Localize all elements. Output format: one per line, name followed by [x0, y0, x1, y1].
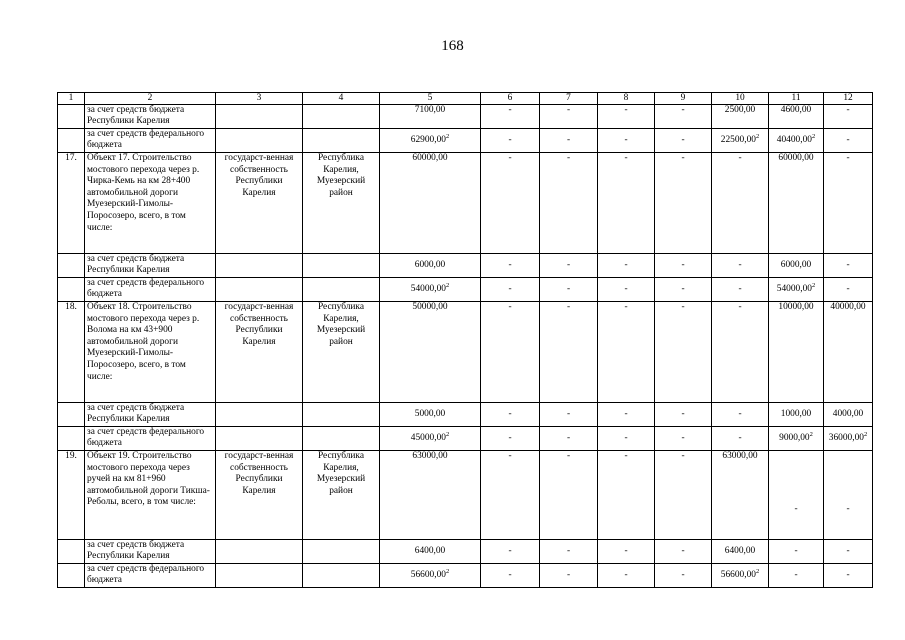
year-value-cell: [769, 451, 824, 540]
dash-value: -: [738, 432, 742, 443]
year-value-cell: [769, 427, 824, 451]
header-cell: 12: [824, 93, 873, 105]
year-value: 4600,00: [780, 105, 812, 115]
year-value-cell: [540, 302, 598, 403]
year-value-cell: [824, 153, 873, 254]
header-cell: 5: [380, 93, 481, 105]
dash-value: -: [681, 134, 685, 145]
dash-value: -: [508, 545, 512, 556]
total-value: 56600,00: [410, 569, 446, 580]
total-cell: [380, 427, 481, 451]
year-value-cell: [481, 153, 540, 254]
dash-value: -: [681, 408, 685, 419]
year-value: 63000,00: [722, 451, 758, 461]
total-cell: [380, 278, 481, 302]
dash-value: -: [566, 105, 571, 115]
year-value-cell: [655, 129, 712, 153]
year-value-cell: [481, 278, 540, 302]
footnote-marker: 2: [755, 567, 760, 575]
footnote-marker: 2: [811, 132, 816, 140]
row-number-cell: [58, 105, 85, 129]
dash-value: -: [846, 569, 850, 580]
dash-value: -: [508, 302, 512, 312]
dash-value: -: [846, 259, 850, 270]
header-cell: 7: [540, 93, 598, 105]
total-value: 63000,00: [412, 451, 448, 461]
location-cell: Республика Карелия, Муезерский район: [303, 451, 380, 540]
header-row: [58, 93, 873, 105]
dash-value: -: [794, 504, 798, 515]
ownership-cell: государст-венная собственность Республики Карелия: [216, 451, 303, 540]
year-value: 2500,00: [724, 105, 756, 115]
row-number-cell: [58, 278, 85, 302]
header-cell: 8: [598, 93, 655, 105]
location-cell: [303, 427, 380, 451]
dash-value: -: [508, 451, 512, 461]
ownership-cell: государст-венная собственность Республики Карелия: [216, 302, 303, 403]
year-value-cell: [481, 540, 540, 564]
dash-value: -: [681, 432, 685, 443]
year-value-cell: [481, 129, 540, 153]
year-value-cell: [481, 403, 540, 427]
dash-value: -: [846, 545, 850, 556]
funding-row: [58, 129, 873, 153]
ownership-cell: [216, 129, 303, 153]
year-value-cell: [655, 564, 712, 588]
row-number-cell: 17.: [58, 153, 85, 254]
year-value-cell: [655, 540, 712, 564]
year-value-cell: [655, 105, 712, 129]
dash-value: -: [566, 569, 571, 580]
location-cell: Республика Карелия, Муезерский район: [303, 153, 380, 254]
dash-value: -: [681, 153, 685, 163]
total-cell: [380, 129, 481, 153]
total-cell: [380, 564, 481, 588]
year-value: 36000,00: [828, 432, 864, 443]
funding-row: [58, 540, 873, 564]
dash-value: -: [508, 259, 512, 270]
dash-value: -: [566, 259, 571, 270]
total-value: 62900,00: [410, 134, 446, 145]
year-value-cell: [712, 129, 769, 153]
year-value-cell: [712, 105, 769, 129]
year-value-cell: [824, 540, 873, 564]
dash-value: -: [624, 153, 628, 163]
footnote-marker: 2: [809, 430, 813, 438]
dash-value: -: [508, 432, 512, 443]
row-number-cell: [58, 564, 85, 588]
year-value-cell: [769, 302, 824, 403]
dash-value: -: [624, 283, 628, 294]
year-value-cell: [598, 427, 655, 451]
dash-value: -: [566, 408, 571, 419]
header-cell: 3: [216, 93, 303, 105]
year-value-cell: [481, 451, 540, 540]
dash-value: -: [681, 302, 685, 312]
dash-value: -: [624, 408, 628, 419]
year-value-cell: [824, 254, 873, 278]
dash-value: -: [566, 432, 571, 443]
year-value-cell: [655, 403, 712, 427]
table-body: [58, 93, 873, 588]
description-cell: Объект 18. Строительство мостового перехода через р. Волома на км 43+900 автомобильной дороги Муезерский-Гимолы-Поросозеро, всего, в том числе:: [85, 302, 216, 403]
header-cell: 10: [712, 93, 769, 105]
year-value-cell: [540, 153, 598, 254]
year-value: 40400,00: [776, 134, 812, 145]
year-value-cell: [769, 564, 824, 588]
year-value-cell: [824, 129, 873, 153]
total-cell: [380, 105, 481, 129]
year-value-cell: [655, 302, 712, 403]
footnote-marker: 2: [811, 281, 816, 289]
dash-value: -: [566, 302, 571, 312]
footnote-marker: 2: [445, 281, 450, 289]
row-number-cell: [58, 129, 85, 153]
funding-row: [58, 403, 873, 427]
total-value: 7100,00: [414, 105, 446, 115]
description-cell: за счет средств федерального бюджета: [85, 278, 216, 302]
year-value-cell: [712, 403, 769, 427]
year-value-cell: [769, 129, 824, 153]
year-value-cell: [655, 254, 712, 278]
year-value-cell: [824, 105, 873, 129]
year-value-cell: [540, 254, 598, 278]
year-value-cell: [824, 278, 873, 302]
location-cell: [303, 564, 380, 588]
dash-value: -: [738, 259, 742, 270]
page-number: 168: [441, 38, 464, 54]
year-value-cell: [540, 540, 598, 564]
year-value-cell: [598, 540, 655, 564]
footnote-marker: 2: [863, 430, 868, 438]
ownership-cell: [216, 105, 303, 129]
dash-value: -: [794, 545, 798, 556]
year-value: 4000,00: [832, 408, 864, 419]
dash-value: -: [681, 283, 685, 294]
year-value-cell: [598, 564, 655, 588]
year-value-cell: [598, 129, 655, 153]
year-value: 56600,00: [720, 569, 756, 580]
dash-value: -: [508, 408, 512, 419]
funding-row: [58, 564, 873, 588]
year-value-cell: [655, 451, 712, 540]
dash-value: -: [681, 105, 685, 115]
dash-value: -: [846, 134, 850, 145]
location-cell: Республика Карелия, Муезерский район: [303, 302, 380, 403]
year-value-cell: [598, 153, 655, 254]
year-value-cell: [769, 153, 824, 254]
header-cell: 11: [769, 93, 824, 105]
dash-value: -: [738, 408, 742, 419]
funding-row: [58, 105, 873, 129]
object-row: [58, 153, 873, 254]
year-value-cell: [712, 540, 769, 564]
year-value-cell: [769, 540, 824, 564]
year-value-cell: [598, 105, 655, 129]
year-value-cell: [540, 105, 598, 129]
year-value-cell: [769, 403, 824, 427]
year-value-cell: [712, 153, 769, 254]
dash-value: -: [624, 105, 628, 115]
year-value-cell: [769, 278, 824, 302]
dash-value: -: [794, 569, 798, 580]
dash-value: -: [738, 283, 742, 294]
year-value-cell: [824, 564, 873, 588]
dash-value: -: [566, 134, 571, 145]
year-value-cell: [481, 564, 540, 588]
location-cell: [303, 403, 380, 427]
description-cell: за счет средств бюджета Республики Карелия: [85, 105, 216, 129]
year-value-cell: [598, 403, 655, 427]
description-cell: Объект 19. Строительство мостового перехода через ручей на км 81+960 автомобильной дороги Тикша-Реболы, всего, в том числе:: [85, 451, 216, 540]
total-value: 5000,00: [414, 408, 446, 419]
dash-value: -: [624, 451, 628, 461]
total-value: 60000,00: [412, 153, 448, 163]
location-cell: [303, 105, 380, 129]
description-cell: за счет средств бюджета Республики Карелия: [85, 403, 216, 427]
dash-value: -: [681, 259, 685, 270]
dash-value: -: [624, 134, 628, 145]
year-value-cell: [769, 105, 824, 129]
object-row: [58, 451, 873, 540]
ownership-cell: государст-венная собственность Республики Карелия: [216, 153, 303, 254]
year-value: 9000,00: [779, 432, 810, 443]
dash-value: -: [624, 302, 628, 312]
footnote-marker: 2: [445, 132, 450, 140]
year-value: 1000,00: [780, 408, 812, 419]
description-cell: Объект 17. Строительство мостового перехода через р. Чирка-Кемь на км 28+400 автомобильной дороги Муезерский-Гимолы-Поросозеро, всего, в том числе:: [85, 153, 216, 254]
year-value-cell: [712, 427, 769, 451]
year-value-cell: [598, 254, 655, 278]
total-cell: [380, 153, 481, 254]
description-cell: за счет средств федерального бюджета: [85, 564, 216, 588]
dash-value: -: [508, 134, 512, 145]
funding-row: [58, 254, 873, 278]
ownership-cell: [216, 564, 303, 588]
total-cell: [380, 403, 481, 427]
total-value: 6000,00: [414, 259, 446, 270]
location-cell: [303, 540, 380, 564]
dash-value: -: [508, 153, 512, 163]
total-value: 6400,00: [414, 545, 446, 556]
year-value-cell: [712, 302, 769, 403]
year-value-cell: [481, 427, 540, 451]
year-value-cell: [712, 451, 769, 540]
location-cell: [303, 254, 380, 278]
object-row: [58, 302, 873, 403]
dash-value: -: [566, 153, 571, 163]
footnote-marker: 2: [755, 132, 760, 140]
total-cell: [380, 451, 481, 540]
dash-value: -: [681, 569, 685, 580]
description-cell: за счет средств бюджета Республики Карелия: [85, 254, 216, 278]
year-value: 6000,00: [780, 259, 812, 270]
footnote-marker: 2: [445, 567, 450, 575]
funding-row: [58, 278, 873, 302]
year-value-cell: [481, 302, 540, 403]
row-number-cell: [58, 403, 85, 427]
total-value: 45000,00: [410, 432, 446, 443]
year-value-cell: [481, 105, 540, 129]
dash-value: -: [624, 545, 628, 556]
row-number-cell: 18.: [58, 302, 85, 403]
year-value: 54000,00: [776, 283, 812, 294]
total-value: 50000,00: [412, 302, 448, 312]
year-value: 22500,00: [720, 134, 756, 145]
total-cell: [380, 540, 481, 564]
year-value-cell: [540, 427, 598, 451]
dash-value: -: [566, 545, 571, 556]
year-value-cell: [712, 564, 769, 588]
total-cell: [380, 302, 481, 403]
header-cell: 6: [481, 93, 540, 105]
total-value: 54000,00: [410, 283, 446, 294]
location-cell: [303, 278, 380, 302]
row-number-cell: [58, 427, 85, 451]
year-value-cell: [712, 278, 769, 302]
dash-value: -: [566, 451, 571, 461]
funding-row: [58, 427, 873, 451]
year-value-cell: [540, 129, 598, 153]
year-value-cell: [540, 451, 598, 540]
year-value-cell: [824, 403, 873, 427]
year-value-cell: [655, 153, 712, 254]
dash-value: -: [846, 504, 850, 515]
year-value-cell: [769, 254, 824, 278]
year-value-cell: [824, 427, 873, 451]
dash-value: -: [508, 283, 512, 294]
footnote-marker: 2: [445, 430, 450, 438]
year-value-cell: [598, 278, 655, 302]
year-value-cell: [598, 302, 655, 403]
dash-value: -: [738, 302, 742, 312]
year-value-cell: [824, 302, 873, 403]
description-cell: за счет средств федерального бюджета: [85, 427, 216, 451]
dash-value: -: [681, 451, 685, 461]
dash-value: -: [738, 153, 742, 163]
dash-value: -: [846, 153, 850, 163]
row-number-cell: [58, 254, 85, 278]
dash-value: -: [624, 569, 628, 580]
total-cell: [380, 254, 481, 278]
dash-value: -: [846, 283, 850, 294]
header-cell: 2: [85, 93, 216, 105]
description-cell: за счет средств федерального бюджета: [85, 129, 216, 153]
year-value-cell: [540, 564, 598, 588]
dash-value: -: [624, 432, 628, 443]
ownership-cell: [216, 403, 303, 427]
year-value: 6400,00: [724, 545, 756, 556]
ownership-cell: [216, 254, 303, 278]
year-value-cell: [712, 254, 769, 278]
dash-value: -: [508, 569, 512, 580]
dash-value: -: [566, 283, 571, 294]
year-value-cell: [598, 451, 655, 540]
row-number-cell: 19.: [58, 451, 85, 540]
ownership-cell: [216, 427, 303, 451]
dash-value: -: [624, 259, 628, 270]
row-number-cell: [58, 540, 85, 564]
dash-value: -: [681, 545, 685, 556]
year-value-cell: [481, 254, 540, 278]
ownership-cell: [216, 278, 303, 302]
header-cell: 1: [58, 93, 85, 105]
year-value-cell: [655, 278, 712, 302]
budget-table: [57, 92, 873, 588]
header-cell: 4: [303, 93, 380, 105]
location-cell: [303, 129, 380, 153]
year-value-cell: [540, 278, 598, 302]
year-value: 60000,00: [778, 153, 814, 163]
description-cell: за счет средств бюджета Республики Карелия: [85, 540, 216, 564]
dash-value: -: [508, 105, 512, 115]
dash-value: -: [846, 105, 850, 115]
ownership-cell: [216, 540, 303, 564]
year-value-cell: [824, 451, 873, 540]
year-value-cell: [540, 403, 598, 427]
header-cell: 9: [655, 93, 712, 105]
year-value: 10000,00: [778, 302, 814, 312]
year-value-cell: [655, 427, 712, 451]
year-value: 40000,00: [830, 302, 866, 312]
